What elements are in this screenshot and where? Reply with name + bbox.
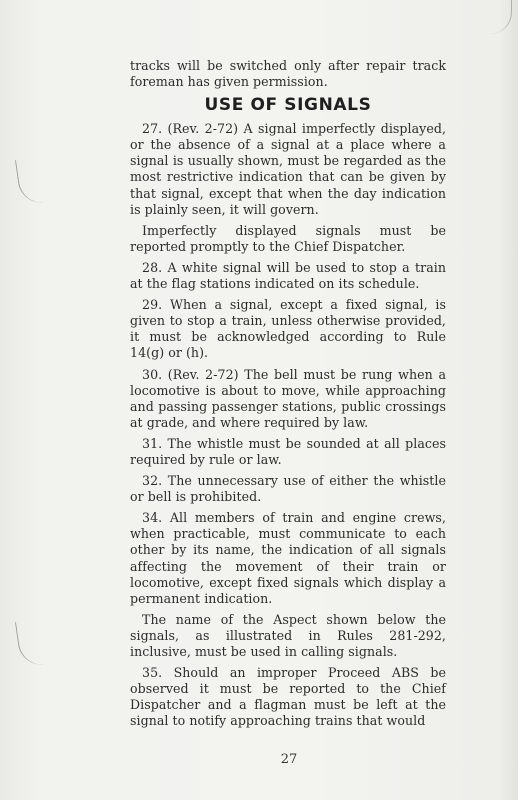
rule-34: 34. All members of train and engine crews, when practicable, must communicate to each other by its name, the indication of all signals affecting the movement of their train or locomotive, except fixed signals which display a permanent indication. bbox=[130, 510, 446, 606]
rule-27-note: Imperfectly displayed signals must be reported promptly to the Chief Dispatcher. bbox=[130, 222, 446, 254]
binder-hole-mark-upper bbox=[15, 156, 50, 206]
page-number: 27 bbox=[280, 752, 298, 767]
rule-31: 31. The whistle must be sounded at all places required by rule or law. bbox=[130, 435, 446, 467]
rule-27: 27. (Rev. 2-72) A signal imperfectly displayed, or the absence of a signal at a place where a signal is usually shown, must be regarded as the most restrictive indication that can be given by that signal, except that when the day indication is plainly seen, it will govern. bbox=[130, 121, 446, 217]
rule-35: 35. Should an improper Proceed ABS be observed it must be reported to the Chief Dispatcher and a flagman must be left at the signal to notify approaching trains that would bbox=[130, 665, 446, 729]
rule-30: 30. (Rev. 2-72) The bell must be rung when a locomotive is about to move, while approaching and passing passenger stations, public crossings at grade, and where required by law. bbox=[130, 366, 446, 430]
continuation-text: tracks will be switched only after repair track foreman has given permission. bbox=[130, 58, 446, 90]
page-body bbox=[130, 58, 446, 734]
page-edge-shadow bbox=[500, 0, 518, 800]
section-heading: USE OF SIGNALS bbox=[204, 95, 372, 116]
binder-hole-mark-lower bbox=[15, 618, 50, 668]
rule-34-note: The name of the Aspect shown below the signals, as illustrated in Rules 281-292, inclusive, must be used in calling signals. bbox=[130, 611, 446, 659]
rule-28: 28. A white signal will be used to stop a train at the flag stations indicated on its schedule. bbox=[130, 259, 446, 292]
rule-29: 29. When a signal, except a fixed signal, is given to stop a train, unless otherwise provided, it must be acknowledged according to Rule 14(g) or (h). bbox=[130, 297, 446, 361]
rule-32: 32. The unnecessary use of either the whistle or bell is prohibited. bbox=[130, 473, 446, 505]
